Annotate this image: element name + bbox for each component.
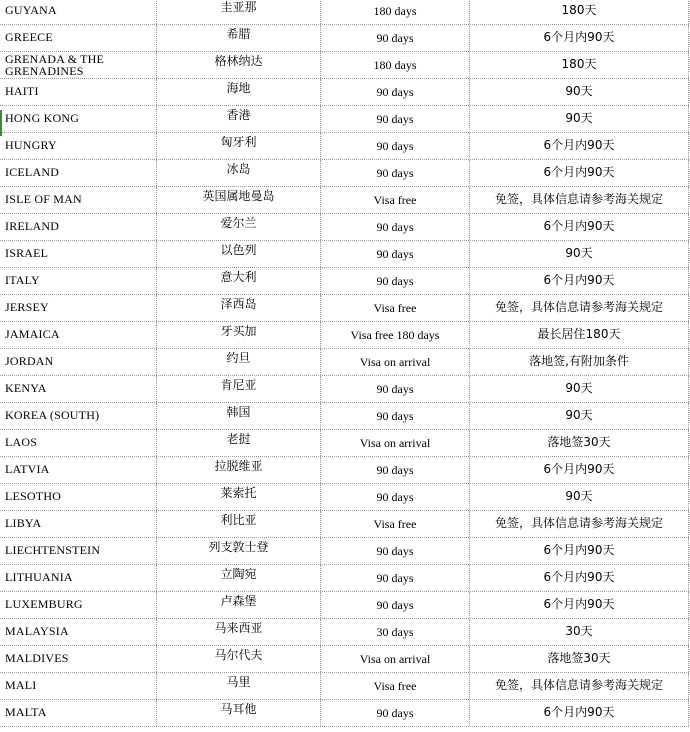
stay-cell[interactable]: 90 days: [321, 133, 470, 159]
country-cn-cell[interactable]: 列支敦士登: [157, 538, 321, 564]
country-cell[interactable]: HAITI: [0, 79, 157, 105]
country-cell[interactable]: IRELAND: [0, 214, 157, 240]
stay-cn-cell[interactable]: 90天: [470, 106, 689, 132]
table-row: [0, 673, 689, 700]
stay-cell[interactable]: 90 days: [321, 268, 470, 294]
stay-cn-cell[interactable]: 90天: [470, 376, 689, 402]
stay-cn-cell[interactable]: 6个月内90天: [470, 133, 689, 159]
country-cn-cell[interactable]: 莱索托: [157, 484, 321, 510]
stay-cell[interactable]: 180 days: [321, 52, 470, 78]
stay-cn-cell[interactable]: 6个月内90天: [470, 214, 689, 240]
stay-cn-cell[interactable]: 落地签30天: [470, 430, 689, 456]
stay-cell[interactable]: 90 days: [321, 457, 470, 483]
stay-cell[interactable]: Visa on arrival: [321, 646, 470, 672]
stay-cn-cell[interactable]: 6个月内90天: [470, 565, 689, 591]
country-cell[interactable]: LITHUANIA: [0, 565, 157, 591]
table-row: [0, 268, 689, 295]
stay-cell[interactable]: Visa on arrival: [321, 349, 470, 375]
stay-cn-cell[interactable]: 90天: [470, 484, 689, 510]
table-row: [0, 214, 689, 241]
table-row: [0, 133, 689, 160]
stay-cell[interactable]: 90 days: [321, 241, 470, 267]
stay-cell[interactable]: 30 days: [321, 619, 470, 645]
table-row: [0, 646, 689, 673]
country-cn-cell[interactable]: 卢森堡: [157, 592, 321, 618]
stay-cn-cell[interactable]: 180天: [470, 52, 689, 78]
stay-cell[interactable]: 90 days: [321, 403, 470, 429]
stay-cell[interactable]: 90 days: [321, 160, 470, 186]
stay-cn-cell[interactable]: 免签，具体信息请参考海关规定: [470, 673, 689, 699]
country-cn-cell[interactable]: 圭亚那: [157, 0, 321, 24]
country-cell[interactable]: ICELAND: [0, 160, 157, 186]
stay-cn-cell[interactable]: 6个月内90天: [470, 592, 689, 618]
country-cn-cell[interactable]: 冰岛: [157, 160, 321, 186]
country-cn-cell[interactable]: 马尔代夫: [157, 646, 321, 672]
country-cn-cell[interactable]: 马来西亚: [157, 619, 321, 645]
country-cn-cell[interactable]: 拉脱维亚: [157, 457, 321, 483]
country-cell[interactable]: MALI: [0, 673, 157, 699]
country-cn-cell[interactable]: 肯尼亚: [157, 376, 321, 402]
stay-cell[interactable]: 90 days: [321, 214, 470, 240]
table-row: [0, 187, 689, 214]
stay-cell[interactable]: 90 days: [321, 565, 470, 591]
country-cell[interactable]: MALAYSIA: [0, 619, 157, 645]
stay-cell[interactable]: Visa free 180 days: [321, 322, 470, 348]
stay-cell[interactable]: 180 days: [321, 0, 470, 24]
row-selection-marker: [0, 110, 2, 136]
stay-cn-cell[interactable]: 免签，具体信息请参考海关规定: [470, 187, 689, 213]
table-row: [0, 619, 689, 646]
country-cn-cell[interactable]: 韩国: [157, 403, 321, 429]
country-cn-cell[interactable]: 爱尔兰: [157, 214, 321, 240]
stay-cell[interactable]: 90 days: [321, 484, 470, 510]
country-cn-cell[interactable]: 牙买加: [157, 322, 321, 348]
stay-cell[interactable]: 90 days: [321, 106, 470, 132]
stay-cell[interactable]: 90 days: [321, 538, 470, 564]
table-row: [0, 79, 689, 106]
country-cell[interactable]: LAOS: [0, 430, 157, 456]
country-cell[interactable]: LATVIA: [0, 457, 157, 483]
country-cell[interactable]: ISRAEL: [0, 241, 157, 267]
country-cell[interactable]: KENYA: [0, 376, 157, 402]
table-row: [0, 511, 689, 538]
table-row: [0, 457, 689, 484]
stay-cn-cell[interactable]: 免签，具体信息请参考海关规定: [470, 295, 689, 321]
table-row: [0, 592, 689, 619]
table-row: [0, 25, 689, 52]
stay-cn-cell[interactable]: 90天: [470, 403, 689, 429]
table-row: [0, 241, 689, 268]
country-cell[interactable]: LIBYA: [0, 511, 157, 537]
country-cell[interactable]: HUNGRY: [0, 133, 157, 159]
stay-cn-cell[interactable]: 6个月内90天: [470, 268, 689, 294]
stay-cn-cell[interactable]: 落地签,有附加条件: [470, 349, 689, 375]
country-cn-cell[interactable]: 希腊: [157, 25, 321, 51]
table-row: [0, 0, 689, 25]
table-row: [0, 160, 689, 187]
table-row: [0, 349, 689, 376]
stay-cell[interactable]: Visa free: [321, 511, 470, 537]
country-cell[interactable]: LUXEMBURG: [0, 592, 157, 618]
table-row: [0, 376, 689, 403]
country-cell[interactable]: HONG KONG: [0, 106, 157, 132]
stay-cell[interactable]: Visa free: [321, 673, 470, 699]
table-row: [0, 538, 689, 565]
country-cell[interactable]: JORDAN: [0, 349, 157, 375]
table-row: [0, 430, 689, 457]
table-row: [0, 700, 689, 727]
country-cell[interactable]: MALTA: [0, 700, 157, 726]
stay-cn-cell[interactable]: 30天: [470, 619, 689, 645]
country-cn-cell[interactable]: 英国属地曼岛: [157, 187, 321, 213]
country-cn-cell[interactable]: 利比亚: [157, 511, 321, 537]
stay-cn-cell[interactable]: 落地签30天: [470, 646, 689, 672]
country-cell[interactable]: KOREA (SOUTH): [0, 403, 157, 429]
country-cn-cell[interactable]: 格林纳达: [157, 52, 321, 78]
stay-cell[interactable]: 90 days: [321, 592, 470, 618]
stay-cell[interactable]: Visa free: [321, 295, 470, 321]
country-cell[interactable]: LIECHTENSTEIN: [0, 538, 157, 564]
country-cell[interactable]: MALDIVES: [0, 646, 157, 672]
stay-cn-cell[interactable]: 最长居住180天: [470, 322, 689, 348]
table-row: [0, 403, 689, 430]
country-cell[interactable]: LESOTHO: [0, 484, 157, 510]
stay-cn-cell[interactable]: 6个月内90天: [470, 457, 689, 483]
country-cn-cell[interactable]: 老挝: [157, 430, 321, 456]
country-cn-cell[interactable]: 马里: [157, 673, 321, 699]
table-row: [0, 106, 689, 133]
stay-cn-cell[interactable]: 6个月内90天: [470, 160, 689, 186]
stay-cell[interactable]: Visa free: [321, 187, 470, 213]
country-cn-cell[interactable]: 泽西岛: [157, 295, 321, 321]
country-cell[interactable]: ITALY: [0, 268, 157, 294]
table-row: [0, 484, 689, 511]
stay-cell[interactable]: 90 days: [321, 700, 470, 726]
country-cell[interactable]: GREECE: [0, 25, 157, 51]
country-cell[interactable]: ISLE OF MAN: [0, 187, 157, 213]
country-cell[interactable]: JAMAICA: [0, 322, 157, 348]
country-cn-cell[interactable]: 匈牙利: [157, 133, 321, 159]
country-cn-cell[interactable]: 以色列: [157, 241, 321, 267]
country-cell[interactable]: JERSEY: [0, 295, 157, 321]
country-cn-cell[interactable]: 立陶宛: [157, 565, 321, 591]
country-cn-cell[interactable]: 香港: [157, 106, 321, 132]
stay-cn-cell[interactable]: 免签，具体信息请参考海关规定: [470, 511, 689, 537]
stay-cn-cell[interactable]: 90天: [470, 79, 689, 105]
stay-cn-cell[interactable]: 180天: [470, 0, 689, 24]
country-cn-cell[interactable]: 意大利: [157, 268, 321, 294]
table-row: [0, 52, 689, 79]
country-cell[interactable]: GRENADA & THE GRENADINES: [0, 52, 157, 78]
stay-cell[interactable]: 90 days: [321, 25, 470, 51]
stay-cn-cell[interactable]: 6个月内90天: [470, 538, 689, 564]
stay-cn-cell[interactable]: 90天: [470, 241, 689, 267]
country-cell[interactable]: GUYANA: [0, 0, 157, 24]
table-row: [0, 295, 689, 322]
stay-cell[interactable]: 90 days: [321, 79, 470, 105]
stay-cell[interactable]: 90 days: [321, 376, 470, 402]
table-row: [0, 565, 689, 592]
country-cn-cell[interactable]: 马耳他: [157, 700, 321, 726]
country-cn-cell[interactable]: 海地: [157, 79, 321, 105]
country-cn-cell[interactable]: 约旦: [157, 349, 321, 375]
stay-cell[interactable]: Visa on arrival: [321, 430, 470, 456]
table-row: [0, 322, 689, 349]
stay-cn-cell[interactable]: 6个月内90天: [470, 25, 689, 51]
stay-cn-cell[interactable]: 6个月内90天: [470, 700, 689, 726]
